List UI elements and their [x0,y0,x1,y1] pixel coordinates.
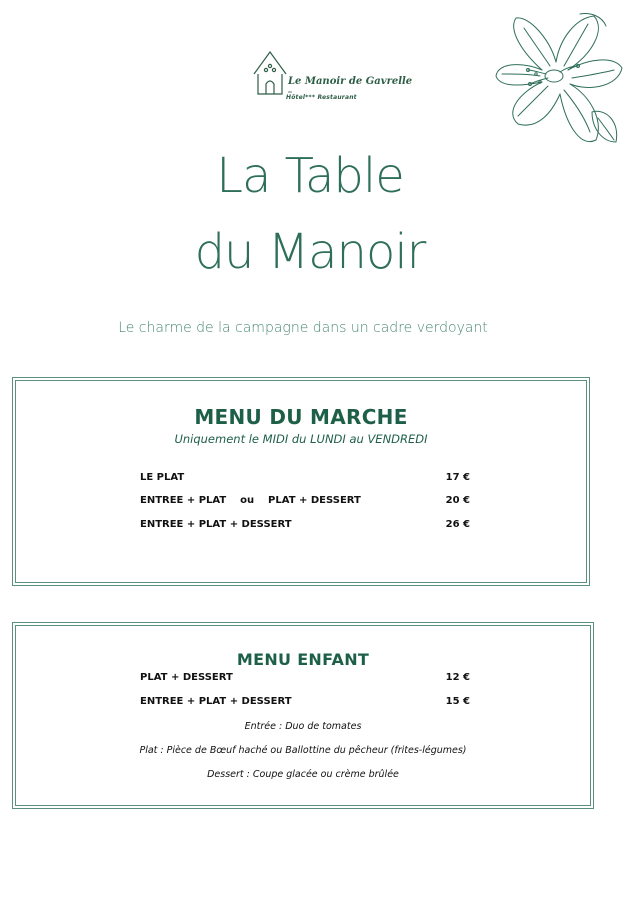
menu-item-price: 17 € [445,472,470,483]
menu-marche-title: MENU DU MARCHE [194,405,408,429]
menu-detail-dessert: Dessert : Coupe glacée ou crème brûlée [207,769,399,780]
restaurant-logo [252,48,413,108]
menu-item-label: PLAT + DESSERT [140,672,233,683]
page-title-line-2: du Manoir [194,224,426,280]
menu-marche-subtitle: Uniquement le MIDI du LUNDI au VENDREDI [174,432,428,446]
menu-enfant-title: MENU ENFANT [236,650,370,669]
menu-item-row [140,696,470,712]
menu-item-row [140,472,470,488]
menu-enfant-section [15,625,591,806]
menu-marche-section [15,380,587,583]
menu-item-price: 26 € [445,519,470,530]
menu-detail-plat: Plat : Pièce de Bœuf haché ou Ballottine du pêcheur (frites-légumes) [139,745,467,756]
menu-item-label: ENTREE + PLAT ou PLAT + DESSERT [140,495,361,506]
logo-name: Le Manoir de Gavrelle [288,76,413,87]
tagline: Le charme de la campagne dans un cadre verdoyant [118,320,488,336]
menu-item-label: LE PLAT [140,472,185,483]
menu-item-label: ENTREE + PLAT + DESSERT [140,696,292,707]
menu-item-row [140,495,470,511]
menu-item-price: 12 € [445,672,470,683]
menu-item-row [140,519,470,535]
manor-house-icon [252,48,292,98]
menu-item-price: 15 € [445,696,470,707]
menu-item-price: 20 € [445,495,470,506]
page-title-line-1: La Table [216,148,404,204]
menu-detail-entree: Entrée : Duo de tomates [244,721,362,732]
menu-item-label: ENTREE + PLAT + DESSERT [140,519,292,530]
logo-subtitle: Hôtel*** Restaurant [286,94,357,101]
menu-item-row [140,672,470,688]
flower-illustration-icon [494,12,624,154]
